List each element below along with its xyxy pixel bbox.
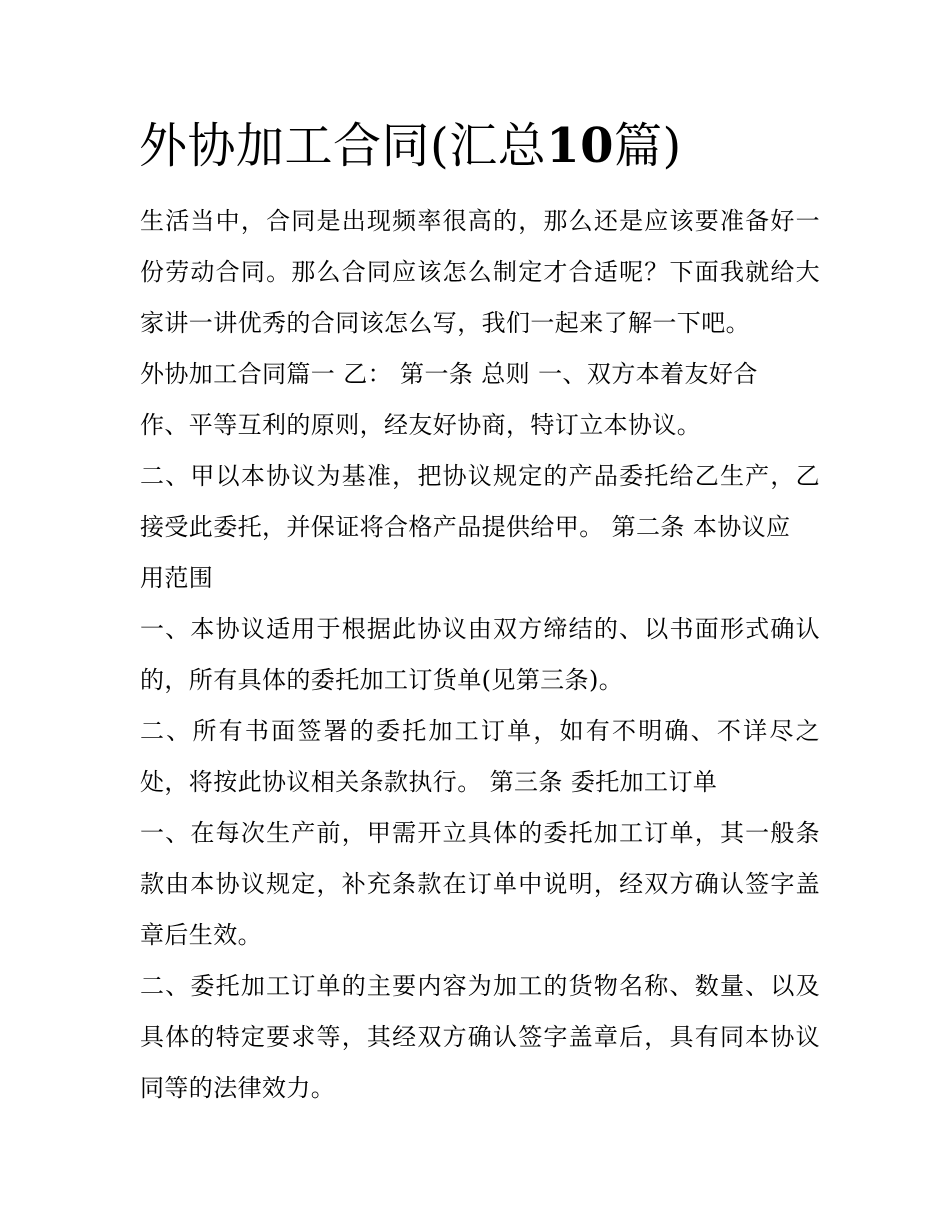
title-number: 10 <box>546 118 615 174</box>
paragraph-article-2-heading: 用范围 <box>140 564 214 592</box>
paragraph-article-1-clause-2: 二、甲以本协议为基准，把协议规定的产品委托给乙生产，乙接受此委托，并保证将合格产品提供给甲。 第二条 本协议应 <box>140 462 820 541</box>
document-body <box>140 196 820 1114</box>
paragraph-article-1-heading: 外协加工合同篇一 乙： 第一条 总则 一、双方本着友好合 <box>140 360 758 388</box>
paragraph-article-1-clause-1: 作、平等互利的原则，经友好协商，特订立本协议。 <box>140 411 702 439</box>
paragraph-article-2-clause-1: 一、本协议适用于根据此协议由双方缔结的、以书面形式确认的，所有具体的委托加工订货单(见第三条)。 <box>140 615 820 694</box>
paragraph-article-3-clause-1: 一、在每次生产前，甲需开立具体的委托加工订单，其一般条款由本协议规定，补充条款在订单中说明，经双方确认签字盖章后生效。 <box>140 819 820 949</box>
paragraph-article-2-clause-2: 二、所有书面签署的委托加工订单，如有不明确、不详尽之处，将按此协议相关条款执行。 第三条 委托加工订单 <box>140 717 820 796</box>
paragraph-article-3-clause-2: 二、委托加工订单的主要内容为加工的货物名称、数量、以及具体的特定要求等，其经双方确认签字盖章后，具有同本协议同等的法律效力。 <box>140 972 820 1102</box>
document-title <box>139 116 682 176</box>
title-suffix: 篇) <box>614 118 682 174</box>
paragraph-intro: 生活当中，合同是出现频率很高的，那么还是应该要准备好一份劳动合同。那么合同应该怎么制定才合适呢？下面我就给大家讲一讲优秀的合同该怎么写，我们一起来了解一下吧。 <box>140 207 820 337</box>
title-prefix: 外协加工合同(汇总 <box>139 118 547 174</box>
